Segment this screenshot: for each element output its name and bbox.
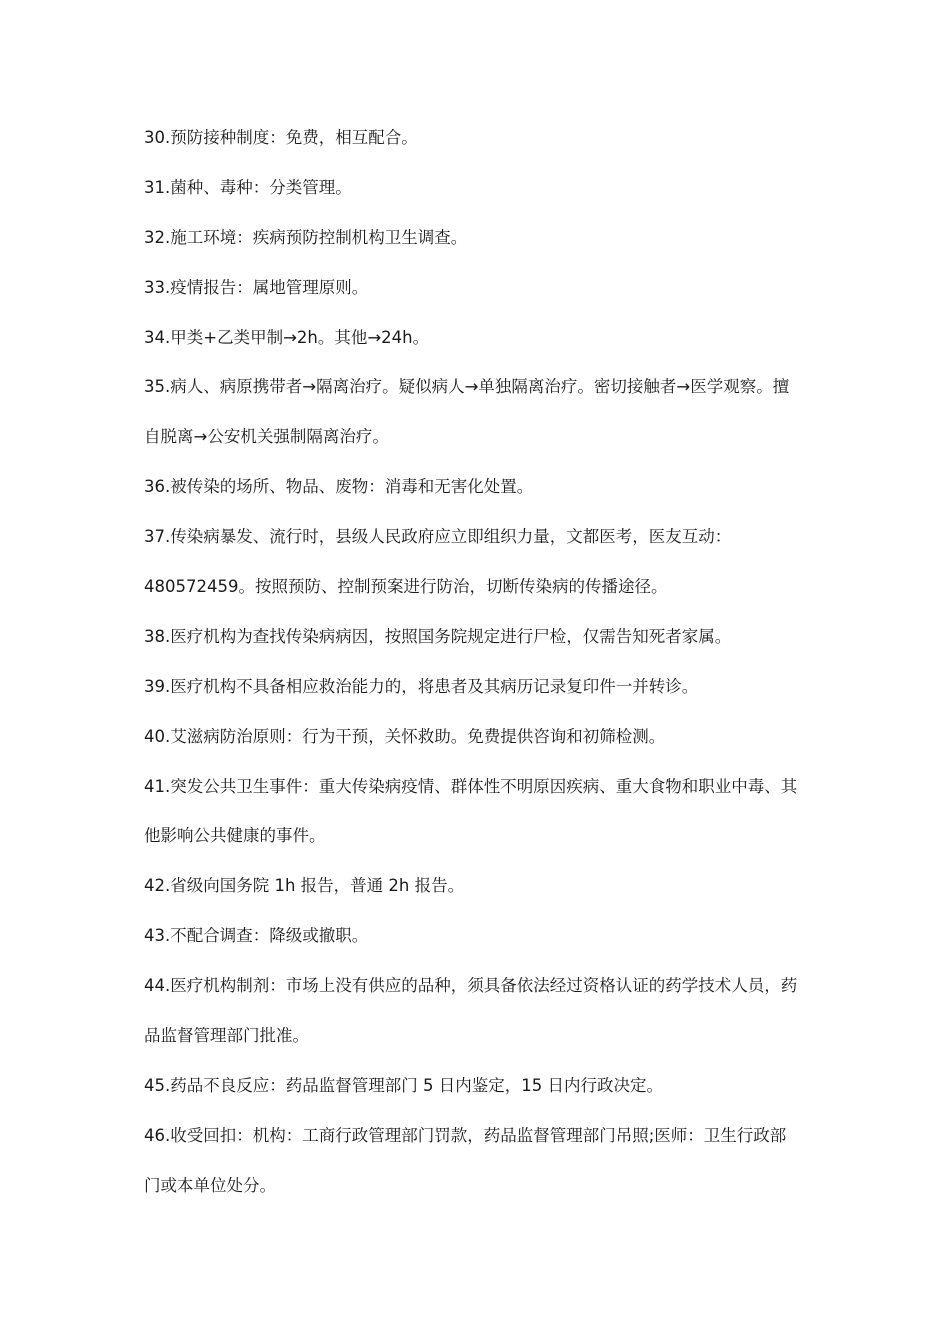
text-line-41-cont: 他影响公共健康的事件。 [144,826,326,846]
text-line-31: 31.菌种、毒种：分类管理。 [144,177,352,197]
document-body [144,124,810,1222]
text-line-36: 36.被传染的场所、物品、废物：消毒和无害化处置。 [144,477,534,497]
text-line-30: 30.预防接种制度：免费，相互配合。 [144,128,418,147]
text-line-34: 34.甲类+乙类甲制→2h。其他→24h。 [144,327,430,347]
text-line-39: 39.医疗机构不具备相应救治能力的，将患者及其病历记录复印件一并转诊。 [144,676,699,696]
text-line-43: 43.不配合调查：降级或撤职。 [144,926,369,946]
text-line-35-cont: 自脱离→公安机关强制隔离治疗。 [144,427,389,447]
text-line-44-cont: 品监督管理部门批准。 [144,1026,309,1046]
text-line-32: 32.施工环境：疾病预防控制机构卫生调查。 [144,227,468,247]
text-line-41: 41.突发公共卫生事件：重大传染病疫情、群体性不明原因疾病、重大食物和职业中毒、其 [144,776,798,796]
text-line-44: 44.医疗机构制剂：市场上没有供应的品种，须具备依法经过资格认证的药学技术人员，药 [144,976,798,996]
text-line-45: 45.药品不良反应：药品监督管理部门 5 日内鉴定，15 日内行政决定。 [144,1075,663,1095]
text-line-46-cont: 门或本单位处分。 [144,1175,276,1195]
text-line-33: 33.疫情报告：属地管理原则。 [144,277,369,297]
text-line-40: 40.艾滋病防治原则：行为干预，关怀救助。免费提供咨询和初筛检测。 [144,726,666,746]
text-line-38: 38.医疗机构为查找传染病病因，按照国务院规定进行尸检，仅需告知死者家属。 [144,626,732,646]
text-line-35: 35.病人、病原携带者→隔离治疗。疑似病人→单独隔离治疗。密切接触者→医学观察。擅 [144,377,790,397]
text-line-42: 42.省级向国务院 1h 报告，普通 2h 报告。 [144,876,465,896]
text-line-46: 46.收受回扣：机构：工商行政管理部门罚款，药品监督管理部门吊照;医师：卫生行政部 [144,1125,787,1145]
text-line-37: 37.传染病暴发、流行时，县级人民政府应立即组织力量，文都医考，医友互动： [144,527,732,547]
text-line-37-cont: 480572459。按照预防、控制预案进行防治，切断传染病的传播途径。 [144,577,668,597]
